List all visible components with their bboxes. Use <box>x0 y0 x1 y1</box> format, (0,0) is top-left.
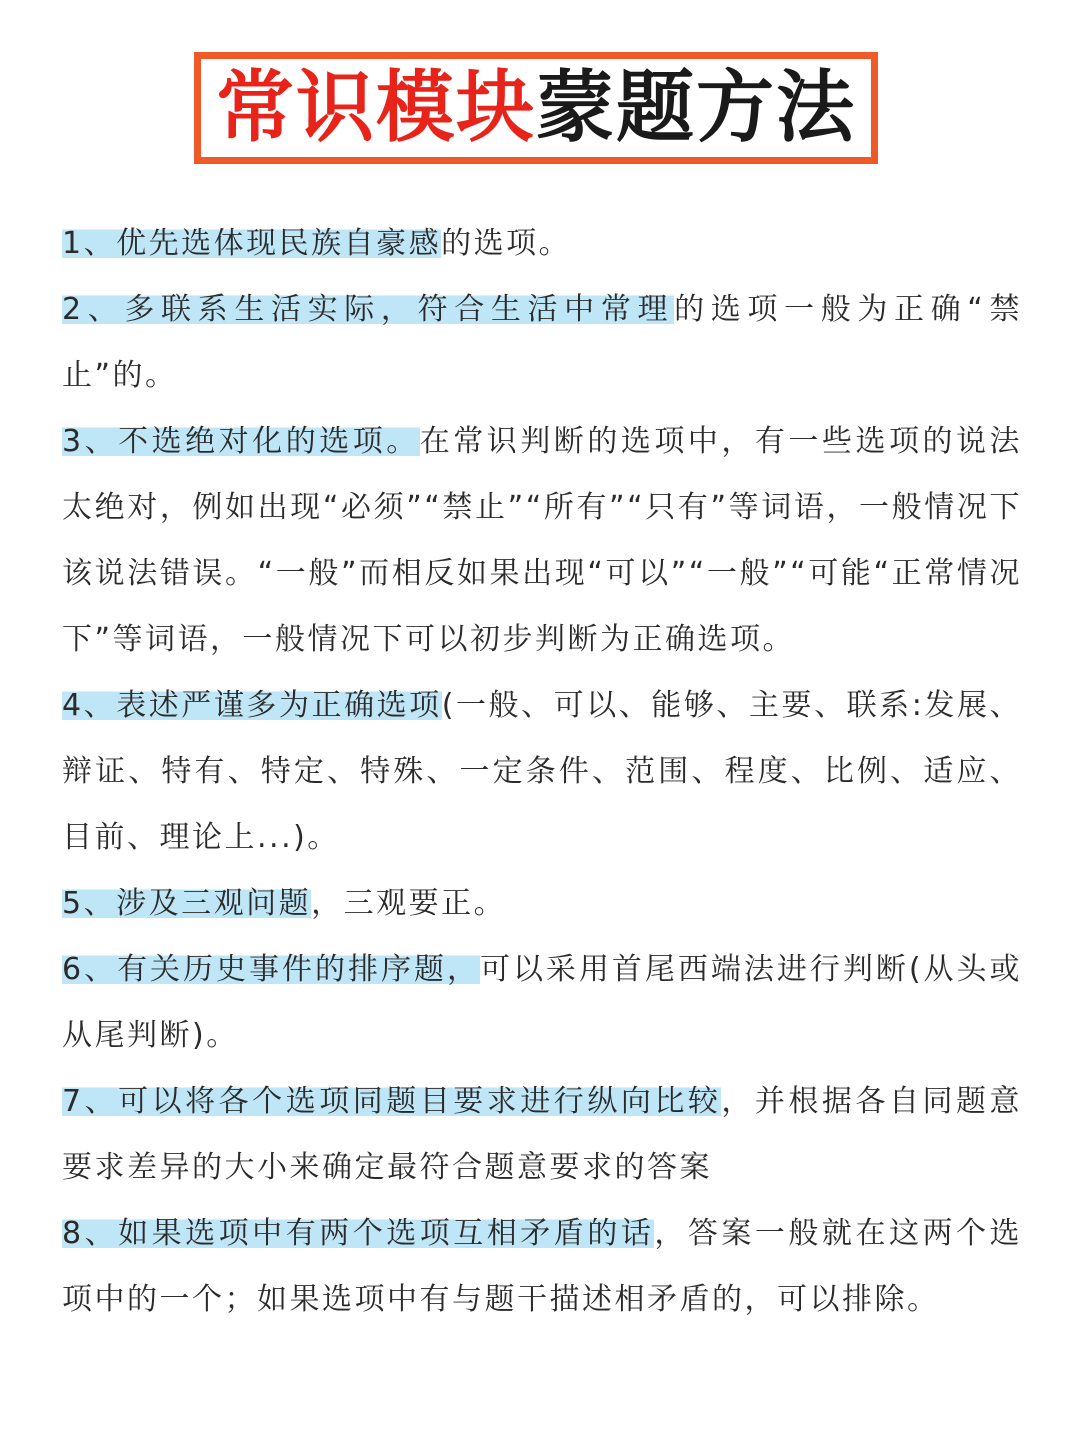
list-item <box>62 1069 1022 1201</box>
item-text: 可以采用首尾西端法进行判断(从头或从尾判断)。 <box>62 952 1022 1053</box>
item-highlight: 3、不选绝对化的选项。 <box>62 424 420 459</box>
item-highlight: 8、如果选项中有两个选项互相矛盾的话 <box>62 1216 655 1251</box>
list-item <box>62 277 1022 409</box>
list-item <box>62 937 1022 1069</box>
item-highlight: 2、多联系生活实际，符合生活中常理 <box>62 292 675 327</box>
item-highlight: 6、有关历史事件的排序题， <box>62 952 480 987</box>
list-item <box>62 673 1022 871</box>
item-highlight: 7、可以将各个选项同题目要求进行纵向比较 <box>62 1084 722 1119</box>
list-item <box>62 409 1022 673</box>
list-item <box>62 871 1022 937</box>
item-text: ，并根据各自同题意要求差异的大小来确定最符合题意要求的答案 <box>62 1084 1023 1185</box>
list-item <box>62 1201 1022 1333</box>
item-highlight: 4、表述严谨多为正确选项 <box>62 688 442 723</box>
tips-list <box>62 211 1022 1333</box>
list-item <box>62 211 1022 277</box>
item-text: 在常识判断的选项中，有一些选项的说法太绝对，例如出现“必须”“禁止”“所有”“只有”等词语，一般情况下该说法错误。“一般”而相反如果出现“可以”“一般”“可能“正常情况下”等词语，一般情况下可以初步判断为正确选项。 <box>62 424 1022 657</box>
title-black-part: 蒙题方法 <box>536 63 857 153</box>
title-red-part: 常识模块 <box>215 63 536 153</box>
item-text: (一般、可以、能够、主要、联系:发展、辩证、特有、特定、特殊、一定条件、范围、程度、比例、适应、目前、理论上...)。 <box>62 688 1023 855</box>
item-text: 的选项一般为正确“禁止”的。 <box>62 292 1023 393</box>
item-highlight: 5、涉及三观问题 <box>62 886 312 921</box>
item-text: 的选项。 <box>441 226 572 261</box>
page-title <box>194 52 878 164</box>
item-highlight: 1、优先选体现民族自豪感 <box>62 226 442 261</box>
item-text: ，三观要正。 <box>311 886 507 921</box>
item-text: ，答案一般就在这两个选项中的一个；如果选项中有与题干描述相矛盾的，可以排除。 <box>62 1216 1023 1317</box>
